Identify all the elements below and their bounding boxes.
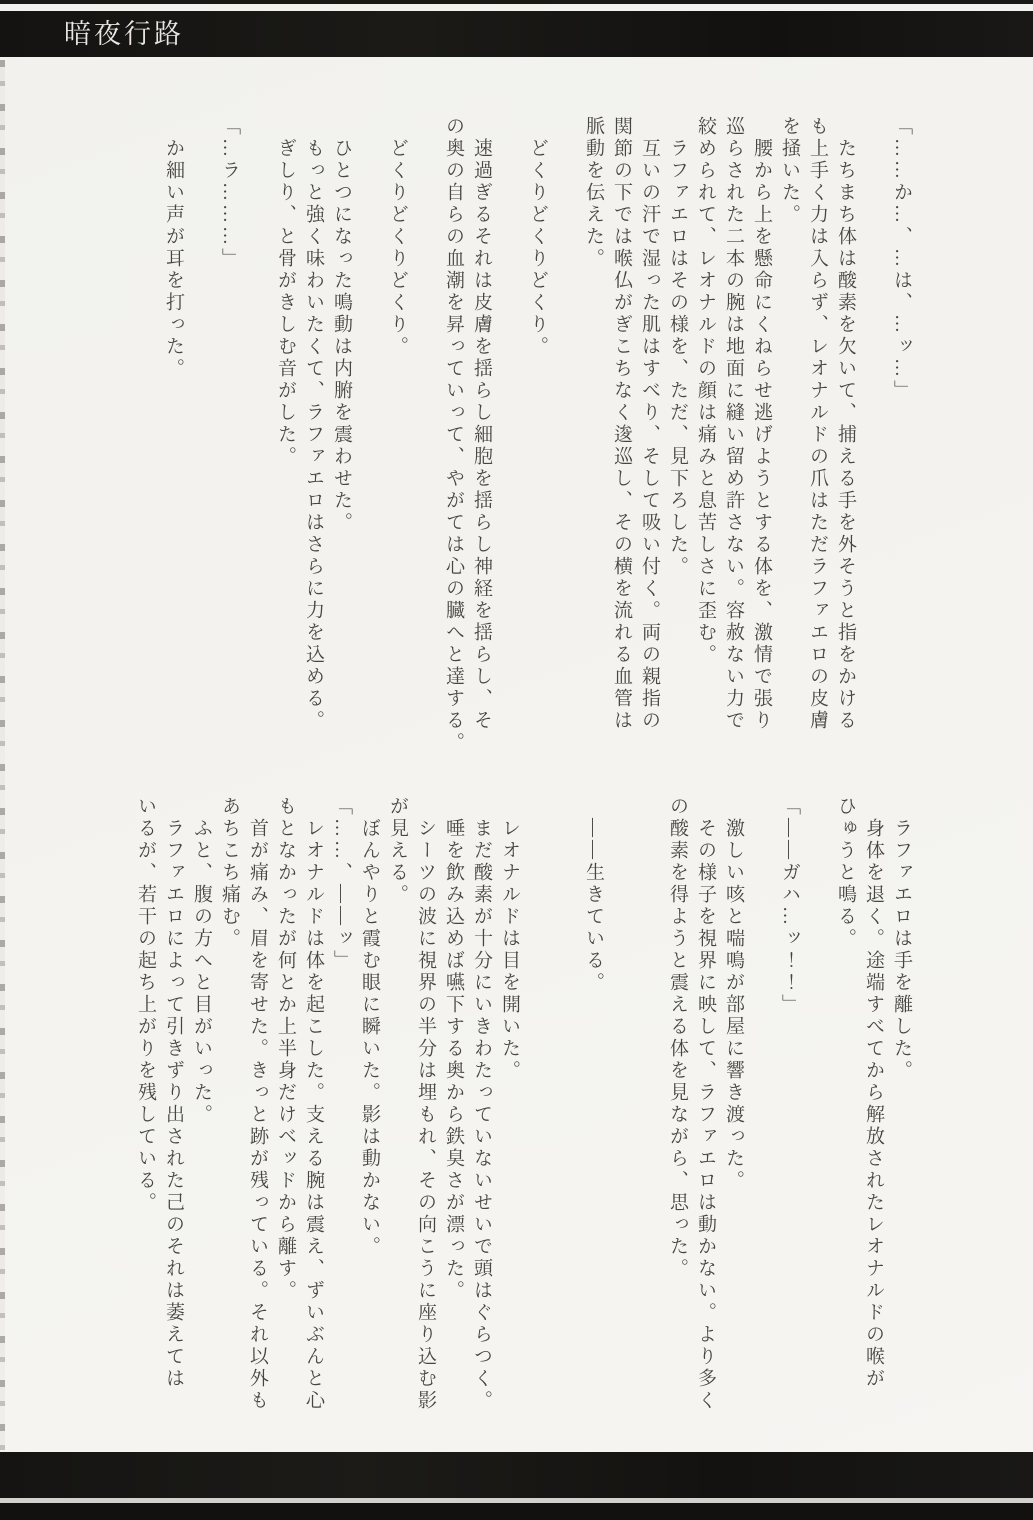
text-column: 互いの汗で湿った肌はすべり、そして吸い付く。両の親指の <box>639 116 660 732</box>
text-column: が見える。 <box>387 796 408 906</box>
text-column: か細い声が耳を打った。 <box>163 116 184 380</box>
text-column: 首が痛み、眉を寄せた。きっと跡が残っている。それ以外も <box>247 796 268 1412</box>
text-column: レオナルドは体を起こした。支える腕は震え、ずいぶんと心 <box>303 796 324 1412</box>
scan-bottom-bar <box>0 1452 1033 1498</box>
text-column: どくりどくりどくり。 <box>527 116 548 358</box>
text-column: まだ酸素が十分にいきわたっていないせいで頭はぐらつく。 <box>471 796 492 1412</box>
text-column: 腰から上を懸命にくねらせ逃げようとする体を、激情で張り <box>751 116 772 732</box>
page-title: 暗夜行路 <box>64 18 184 49</box>
text-column: 身体を退く。途端すべてから解放されたレオナルドの喉が <box>863 796 884 1390</box>
text-column: どくりどくりどくり。 <box>387 116 408 358</box>
text-column: 絞められて、レオナルドの顔は痛みと息苦しさに歪む。 <box>695 116 716 666</box>
text-column: ラファエロはその様を、ただ、見下ろした。 <box>667 116 688 578</box>
text-column: 巡らされた二本の腕は地面に縫い留め許さない。容赦ない力で <box>723 116 744 732</box>
text-column: ラファエロは手を離した。 <box>891 796 912 1082</box>
text-column: もとなかったが何とか上半身だけベッドから離す。 <box>275 796 296 1302</box>
text-column: 「…ラ………」 <box>219 116 240 270</box>
text-column: ひとつになった鳴動は内腑を震わせた。 <box>331 116 352 534</box>
text-column: いるが、若干の起ち上がりを残している。 <box>135 796 156 1214</box>
text-block-upper <box>159 116 915 756</box>
text-column: あちこち痛む。 <box>219 796 240 950</box>
text-column: ぼんやりと霞む眼に瞬いた。影は動かない。 <box>359 796 380 1258</box>
text-column: ふと、腹の方へと目がいった。 <box>191 796 212 1126</box>
text-column: ラファエロによって引きずり出された己のそれは萎えては <box>163 796 184 1390</box>
text-column: ――生きている。 <box>583 796 604 994</box>
text-column: 「……、――ッ」 <box>331 796 352 972</box>
text-column: レオナルドは目を開いた。 <box>499 796 520 1082</box>
text-column: 脈動を伝えた。 <box>583 116 604 270</box>
text-column: ぎしり、と骨がきしむ音がした。 <box>275 116 296 468</box>
scan-left-edge-artifact <box>0 60 5 1450</box>
scan-top-edge <box>0 0 1033 4</box>
text-column: 関節の下では喉仏がぎこちなく逡巡し、その横を流れる血管は <box>611 116 632 732</box>
text-column: 激しい咳と喘鳴が部屋に響き渡った。 <box>723 796 744 1192</box>
text-column: 「……か…、…は、…ッ…」 <box>891 116 912 402</box>
text-column: も上手く力は入らず、レオナルドの爪はただラファエロの皮膚 <box>807 116 828 732</box>
text-column: その様子を視界に映して、ラファエロは動かない。より多く <box>695 796 716 1412</box>
text-block-lower <box>131 796 915 1442</box>
text-column: 「――ガハ…ッ！！」 <box>779 796 800 1016</box>
header-bar <box>0 11 1033 57</box>
text-column: ひゅうと鳴る。 <box>835 796 856 950</box>
text-column: たちまち体は酸素を欠いて、捕える手を外そうと指をかける <box>835 116 856 732</box>
text-column: を掻いた。 <box>779 116 800 226</box>
text-column: の酸素を得ようと震える体を見ながら、思った。 <box>667 796 688 1280</box>
text-column: の奥の自らの血潮を昇っていって、やがては心の臓へと達する。 <box>443 116 464 754</box>
text-column: 唾を飲み込めば嚥下する奥から鉄臭さが漂った。 <box>443 796 464 1302</box>
scan-bottom-edge <box>0 1503 1033 1520</box>
text-column: 速過ぎるそれは皮膚を揺らし細胞を揺らし神経を揺らし、そ <box>471 116 492 732</box>
text-column: もっと強く味わいたくて、ラファエロはさらに力を込める。 <box>303 116 324 732</box>
text-column: シーツの波に視界の半分は埋もれ、その向こうに座り込む影 <box>415 796 436 1412</box>
